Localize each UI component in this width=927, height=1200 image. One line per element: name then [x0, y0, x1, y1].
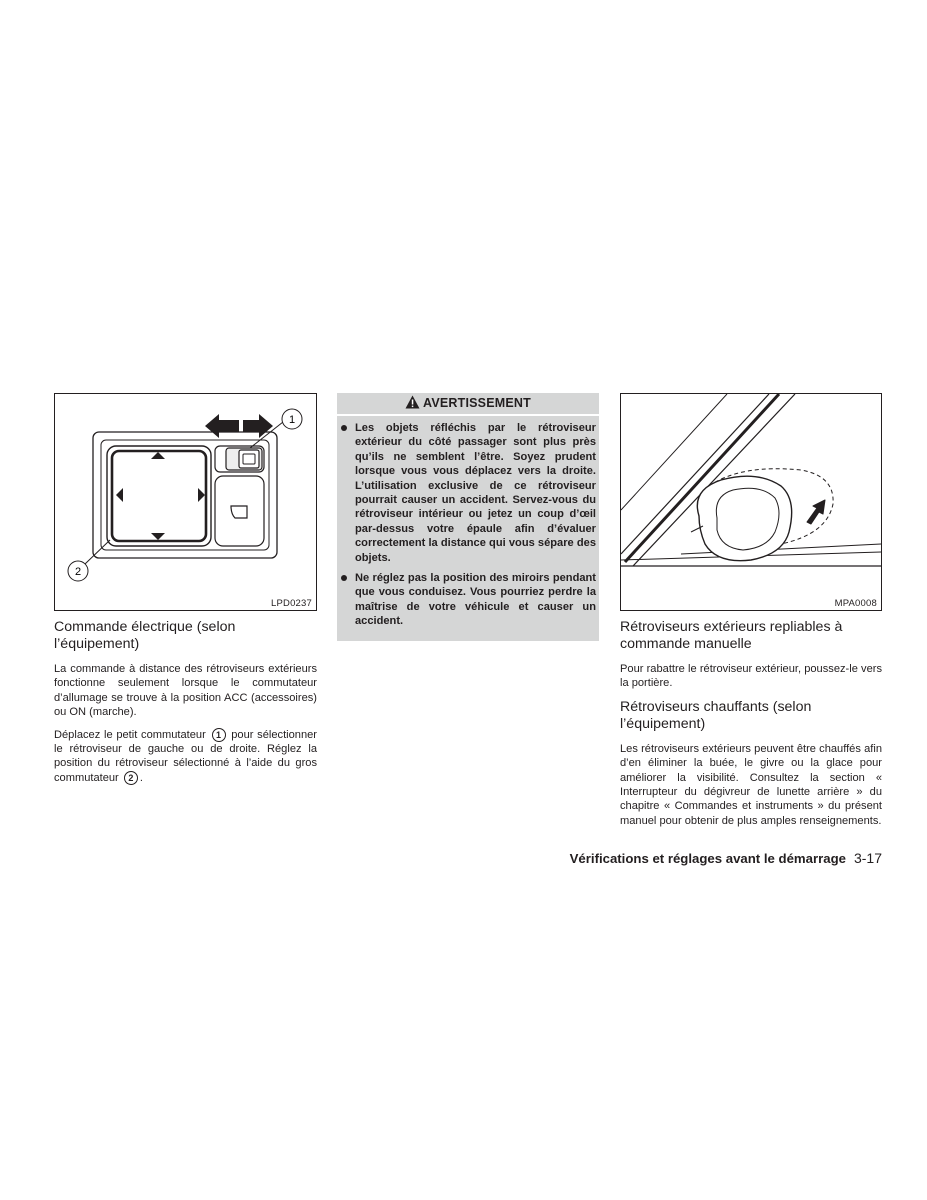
warning-box [337, 393, 599, 641]
folding-mirror-illustration [621, 394, 881, 610]
warning-list [337, 416, 599, 629]
paragraph: Les rétroviseurs extérieurs peuvent être chauffés afin d’en éliminer la buée, le givre ou la glace pour améliorer la visibilité. Consultez la section « Interrupteur du dégivreur de lunette arrière » du chapitre « Commandes et instruments » du présent manuel pour obtenir de plus amples renseignements. [620, 742, 882, 827]
warning-triangle-icon [405, 395, 420, 409]
ref-marker-1: 1 [212, 728, 226, 742]
warning-item: Les objets réfléchis par le rétroviseur extérieur du côté passager sont plus près qu’ils ne semblent l’être. Soyez prudent lorsque vous vous déplacez vers la droite. L’utilisation exclusive de ce rétroviseur pourrait causer un accident. Servez-vous du rétroviseur intérieur ou jetez un coup d’œil par-dessus votre épaule afin d’évaluer correctement la distance qui vous sépare des objets. [355, 422, 596, 564]
callout-1: 1 [288, 414, 296, 426]
paragraph: Pour rabattre le rétroviseur extérieur, poussez-le vers la portière. [620, 663, 882, 690]
ref-marker-2: 2 [124, 771, 138, 785]
callout-2: 2 [74, 566, 82, 578]
middle-column [337, 393, 599, 641]
mirror-switch-figure [54, 393, 317, 611]
right-column [620, 393, 882, 836]
arrow-left-icon [205, 414, 239, 438]
folding-mirror-figure [620, 393, 882, 611]
figure-code: LPD0237 [270, 598, 312, 609]
section-heading: Commande électrique (selon l’équipement) [54, 619, 236, 652]
push-arrow-icon [807, 500, 825, 524]
warning-item: Ne réglez pas la position des miroirs pendant que vous conduisez. Vous pourriez perdre la maîtrise de votre véhicule et causer un accident. [355, 572, 596, 628]
left-column [54, 393, 317, 793]
warning-title: AVERTISSEMENT [337, 393, 599, 416]
section-heading: Rétroviseurs extérieurs repliables à commande manuelle [620, 619, 843, 652]
section-heading: Rétroviseurs chauffants (selon l’équipement) [620, 698, 812, 732]
arrow-right-icon [243, 414, 273, 438]
figure-code: MPA0008 [834, 598, 877, 609]
paragraph: La commande à distance des rétroviseurs extérieurs fonctionne seulement lorsque le commutateur d’allumage se trouve à la position ACC (accessoires) ou ON (marche). [54, 663, 317, 719]
mirror-switch-illustration [55, 394, 316, 610]
page-footer [520, 850, 882, 866]
paragraph: Déplacez le petit commutateur 1 pour sélectionner le rétroviseur de gauche ou de droite. Réglez la position du rétroviseur sélectionné à l’aide du gros commutateur 2 . [54, 728, 317, 784]
footer-section-title: Vérifications et réglages avant le démarrage [569, 851, 846, 866]
page-number: 3-17 [853, 850, 882, 866]
